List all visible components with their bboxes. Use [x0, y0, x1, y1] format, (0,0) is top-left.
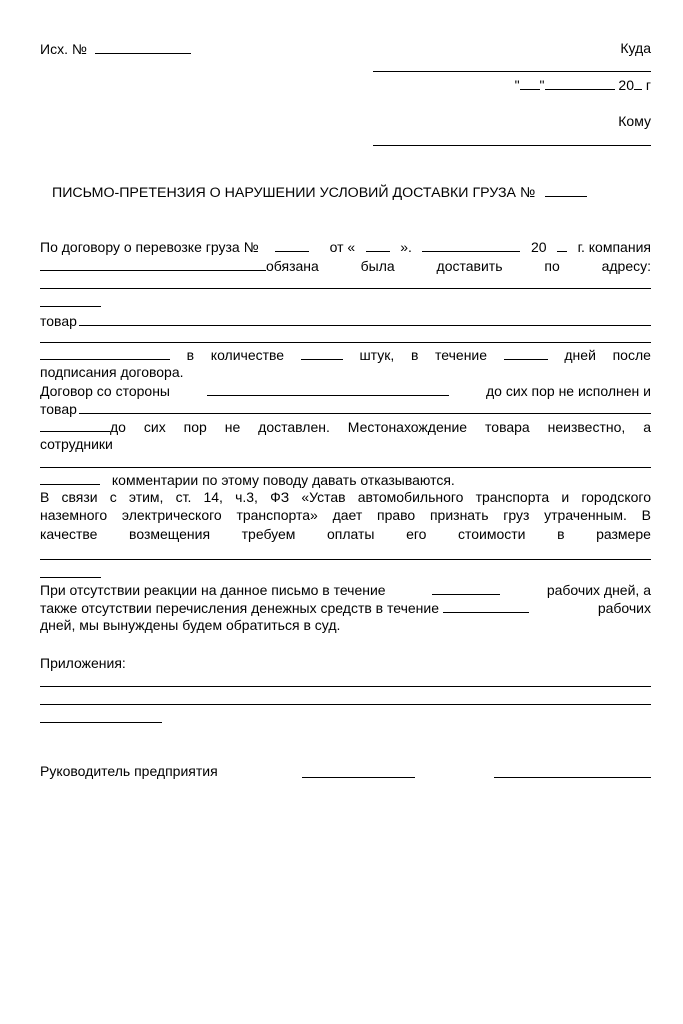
- attachments-blank-3[interactable]: [40, 722, 162, 723]
- name-blank[interactable]: [494, 777, 651, 778]
- text: г. компания: [577, 239, 651, 255]
- outgoing-number: [40, 40, 191, 58]
- text: дней: [564, 347, 596, 363]
- refuse-line: [40, 471, 651, 489]
- text: его: [406, 526, 427, 542]
- goods-blank-4[interactable]: [40, 418, 110, 432]
- text: При отсутствии реакции на данное письмо в течение: [40, 582, 386, 598]
- to-where-blank[interactable]: [373, 71, 651, 72]
- signature-blank[interactable]: [302, 777, 415, 778]
- contract-year-blank[interactable]: [557, 238, 567, 252]
- date-year-suffix: г: [642, 77, 651, 93]
- text: обязана: [266, 258, 319, 274]
- goods-label: товар: [40, 401, 77, 417]
- contract-month-blank[interactable]: [422, 238, 520, 252]
- date-year-blank[interactable]: [634, 76, 642, 90]
- text: штук,: [359, 347, 395, 363]
- contract-number-blank[interactable]: [275, 238, 309, 252]
- contract-day-blank[interactable]: [366, 238, 390, 252]
- text: качестве: [40, 526, 98, 542]
- text: оплаты: [327, 526, 375, 542]
- text: до сих пор не доставлен. Местонахождение товара неизвестно, а: [110, 419, 651, 435]
- goods-blank-2[interactable]: [40, 342, 651, 343]
- amount-blank-end[interactable]: [40, 577, 101, 578]
- goods-blank[interactable]: [79, 312, 651, 326]
- text: адресу:: [601, 258, 651, 274]
- para2-line3: [40, 526, 651, 543]
- date-line: [515, 76, 651, 94]
- not-delivered-line: [40, 418, 651, 436]
- para3-line3: дней, мы вынуждены будем обратиться в суд.: [40, 617, 341, 633]
- signature-label: Руководитель предприятия: [40, 763, 218, 779]
- text: от «: [329, 239, 356, 255]
- text: По договору о перевозке груза №: [40, 239, 259, 255]
- outgoing-number-blank[interactable]: [95, 40, 191, 54]
- document-title: ПИСЬМО-ПРЕТЕНЗИЯ О НАРУШЕНИИ УСЛОВИЙ ДОСТАВКИ ГРУЗА №: [52, 185, 536, 201]
- goods-blank-end[interactable]: [40, 346, 170, 360]
- goods-line-2: [40, 400, 651, 418]
- date-quote-open: ": [514, 77, 520, 93]
- para1-line1: [40, 238, 651, 256]
- attachments-blank-1[interactable]: [40, 686, 651, 687]
- text: доставить: [436, 258, 503, 274]
- date-year-prefix: 20: [618, 77, 634, 93]
- goods-blank-3[interactable]: [79, 400, 651, 414]
- text: требуем: [241, 526, 296, 542]
- para1-line2: [40, 257, 651, 275]
- response-days-blank[interactable]: [432, 581, 500, 595]
- text: количестве: [210, 347, 285, 363]
- text: в: [557, 526, 565, 542]
- goods-label: товар: [40, 313, 77, 329]
- days-blank[interactable]: [504, 346, 548, 360]
- text: возмещения: [129, 526, 211, 542]
- text: стоимости: [458, 526, 526, 542]
- amount-blank[interactable]: [40, 559, 651, 560]
- text: также отсутствии перечисления денежных средств в течение: [40, 600, 439, 616]
- payment-days-blank[interactable]: [443, 599, 529, 613]
- para2-line1: В связи с этим, ст. 14, ч.3, ФЗ «Устав автомобильного транспорта и городского: [40, 489, 651, 505]
- party-blank[interactable]: [207, 382, 449, 396]
- date-month-blank[interactable]: [545, 76, 615, 90]
- text: ».: [400, 239, 412, 255]
- para3-line1: [40, 581, 651, 599]
- text: до сих пор не исполнен и: [485, 383, 651, 399]
- staff-blank-end[interactable]: [40, 471, 100, 485]
- outgoing-number-label: Исх. №: [40, 41, 87, 57]
- text: рабочих дней, а: [546, 582, 651, 598]
- text: в: [410, 347, 419, 363]
- text: по: [544, 258, 560, 274]
- text: была: [360, 258, 395, 274]
- text: рабочих: [597, 600, 651, 616]
- para3-line2: [40, 599, 651, 617]
- to-where-label: Куда: [620, 40, 651, 56]
- document-title-row: [52, 183, 587, 202]
- signing-line: подписания договора.: [40, 364, 184, 380]
- staff-line: сотрудники: [40, 436, 113, 452]
- text: Договор со стороны: [40, 383, 170, 399]
- to-whom-blank[interactable]: [373, 145, 651, 146]
- text: 20: [530, 239, 547, 255]
- date-quote-close: ": [539, 77, 545, 93]
- date-day-blank[interactable]: [520, 76, 540, 90]
- address-blank-end[interactable]: [40, 306, 101, 307]
- company-name-blank[interactable]: [40, 257, 266, 271]
- text: комментарии по этому поводу давать отказываются.: [111, 472, 455, 488]
- staff-blank[interactable]: [40, 467, 651, 468]
- cargo-number-blank[interactable]: [545, 183, 587, 197]
- text: в: [186, 347, 195, 363]
- attachments-blank-2[interactable]: [40, 704, 651, 705]
- goods-line: [40, 312, 651, 330]
- contract-line: [40, 382, 651, 400]
- quantity-line: [40, 346, 651, 364]
- attachments-label: Приложения:: [40, 655, 126, 671]
- text: размере: [596, 526, 651, 542]
- quantity-blank[interactable]: [301, 346, 343, 360]
- address-blank[interactable]: [40, 288, 651, 289]
- text: после: [612, 347, 651, 363]
- to-whom-label: Кому: [618, 113, 651, 129]
- text: течение: [435, 347, 488, 363]
- para2-line2: наземного электрического транспорта» дает право признать груз утраченным. В: [40, 507, 651, 523]
